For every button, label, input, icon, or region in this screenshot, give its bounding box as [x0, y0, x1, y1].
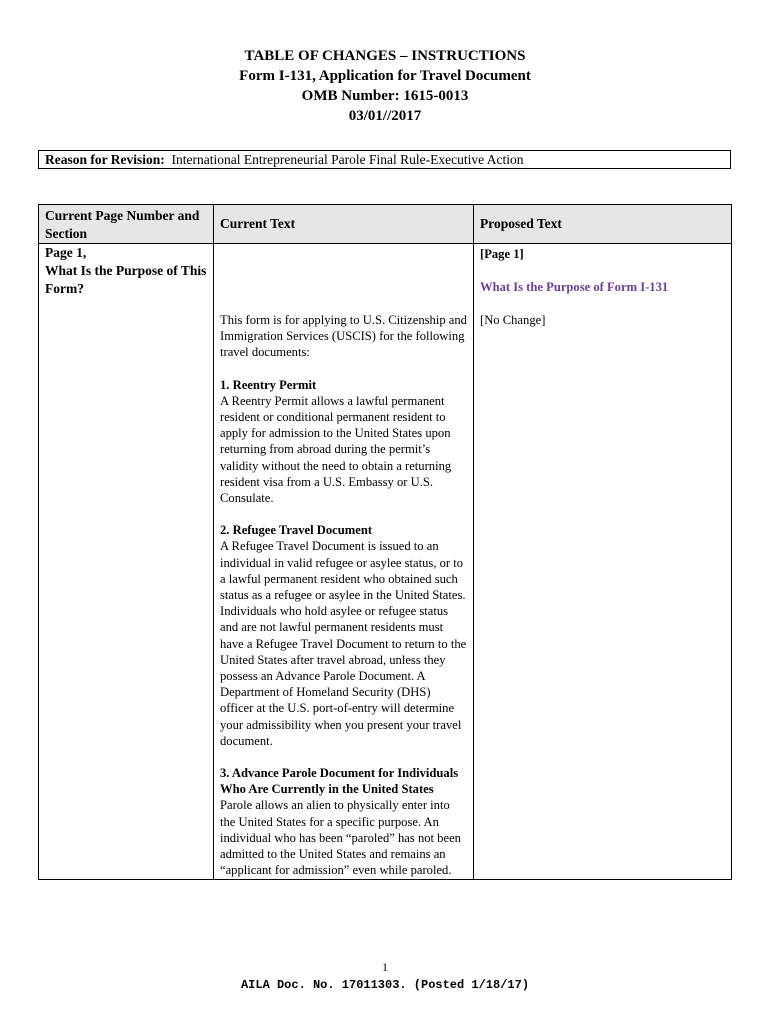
column-header-proposed: Proposed Text	[474, 205, 732, 244]
reason-label: Reason for Revision:	[45, 152, 165, 167]
page-footer	[0, 960, 770, 993]
header-title: TABLE OF CHANGES – INSTRUCTIONS	[244, 48, 526, 64]
page-number: 1	[382, 960, 388, 974]
current-intro: This form is for applying to U.S. Citizenship and Immigration Services (USCIS) for the following travel documents:	[220, 313, 467, 360]
reason-for-revision-box	[38, 150, 731, 169]
item2-text: A Refugee Travel Document is issued to an individual in valid refugee or asylee status, or to a lawful permanent resident who obtained such status as a refugee or asylee in the United States. Individuals who hold asylee or refugee status and are not lawful permanent residents must have a Refugee Travel Document to return to the United States after travel abroad, unless they possess an Advance Parole Document. A Department of Homeland Security (DHS) officer at the U.S. port-of-entry will determine your admissibility when you present your travel document.	[220, 539, 467, 748]
omb-number: OMB Number: 1615-0013	[301, 88, 469, 104]
proposed-text-cell	[474, 244, 732, 880]
proposed-no-change: [No Change]	[480, 313, 546, 328]
item3-title: 3. Advance Parole Document for Individuals Who Are Currently in the United States	[220, 766, 459, 797]
revision-date: 03/01//2017	[348, 108, 422, 124]
section-page: Page 1,	[45, 245, 87, 260]
section-cell	[39, 244, 214, 880]
table-header-row	[39, 205, 732, 244]
column-header-current: Current Text	[214, 205, 474, 244]
item2-title: 2. Refugee Travel Document	[220, 523, 373, 538]
column-header-section: Current Page Number and Section	[39, 205, 214, 244]
aila-document-number: AILA Doc. No. 17011303. (Posted 1/18/17)	[240, 978, 530, 992]
section-name: What Is the Purpose of This Form?	[45, 263, 207, 296]
document-header	[0, 46, 770, 126]
form-name: Form I-131, Application for Travel Document	[239, 68, 531, 84]
table-row	[39, 244, 732, 880]
changes-table	[38, 204, 732, 880]
item1-text: A Reentry Permit allows a lawful permanent resident or conditional permanent resident to apply for admission to the United States upon returning from abroad during the permit’s validity without the need to obtain a returning resident visa from a U.S. Embassy or U.S. Consulate.	[220, 393, 452, 506]
item3-text: Parole allows an alien to physically enter into the United States for a specific purpose. An individual who has been “paroled” has not been admitted to the United States and remains an “applicant for admission” even while paroled.	[220, 798, 461, 878]
item1-title: 1. Reentry Permit	[220, 377, 317, 392]
current-text-cell	[214, 244, 474, 880]
reason-value: International Entrepreneurial Parole Final Rule-Executive Action	[171, 152, 524, 167]
proposed-page: [Page 1]	[480, 247, 524, 261]
proposed-title: What Is the Purpose of Form I-131	[480, 280, 669, 295]
